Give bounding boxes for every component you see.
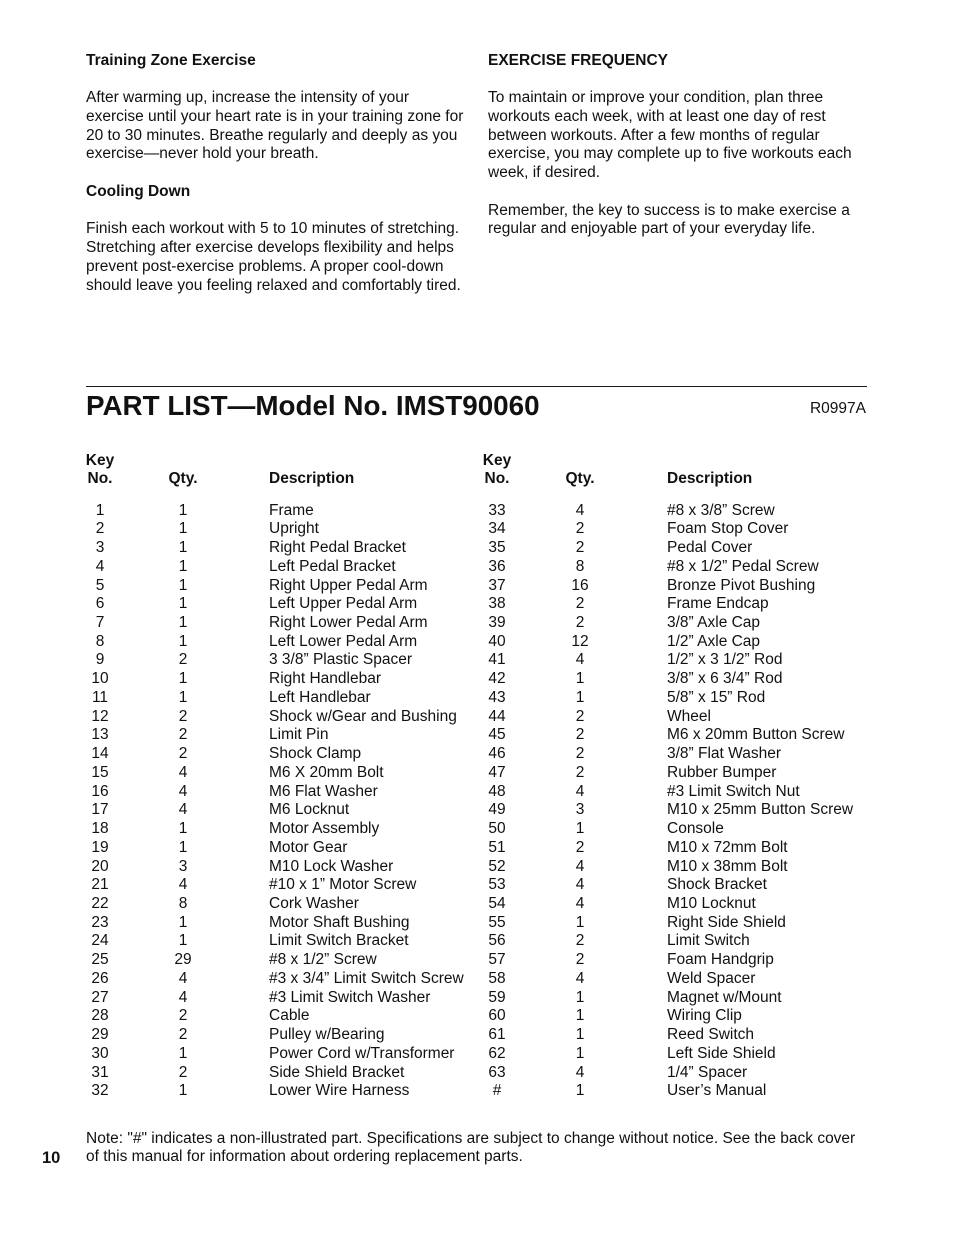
part-row — [0, 914, 954, 933]
part-description: M10 x 25mm Button Screw — [667, 801, 854, 819]
part-quantity: 2 — [178, 1026, 188, 1044]
part-quantity: 3 — [178, 857, 188, 875]
part-key-number: 48 — [488, 782, 506, 800]
part-key-number: 40 — [488, 632, 506, 650]
part-quantity: 2 — [575, 707, 585, 725]
part-key-number: 2 — [95, 520, 105, 538]
part-quantity: 8 — [178, 895, 188, 913]
part-quantity: 1 — [178, 688, 188, 706]
training-zone-heading: Training Zone Exercise — [86, 51, 256, 69]
part-row — [0, 689, 954, 708]
part-quantity: 1 — [178, 820, 188, 838]
part-row — [0, 726, 954, 745]
part-quantity: 1 — [575, 1044, 585, 1062]
part-quantity: 2 — [575, 726, 585, 744]
part-key-number: 56 — [488, 932, 506, 950]
text-line: To maintain or improve your condition, plan three — [488, 89, 824, 106]
exercise-frequency-paragraph — [488, 89, 888, 183]
part-quantity: 2 — [575, 838, 585, 856]
part-list-title: PART LIST—Model No. IMST90060 — [86, 390, 540, 421]
part-row — [0, 558, 954, 577]
text-line: After warming up, increase the intensity of your — [86, 89, 410, 106]
part-quantity: 1 — [575, 670, 585, 688]
part-quantity: 1 — [575, 1082, 585, 1100]
part-description: #8 x 1/2” Screw — [269, 951, 377, 969]
part-quantity: 2 — [575, 614, 585, 631]
part-description: M10 Locknut — [667, 895, 756, 913]
part-quantity: 29 — [174, 951, 192, 969]
part-description: M6 X 20mm Bolt — [269, 763, 384, 781]
part-description: Upright — [269, 520, 319, 538]
part-key-number: 20 — [91, 857, 109, 875]
part-quantity: 16 — [571, 576, 589, 594]
part-key-number: 17 — [91, 801, 109, 819]
part-quantity: 4 — [575, 876, 585, 894]
part-row — [0, 951, 954, 970]
part-key-number: 47 — [488, 763, 506, 781]
part-row — [0, 839, 954, 858]
part-description: Right Handlebar — [269, 670, 382, 688]
part-quantity: 1 — [178, 913, 188, 931]
part-key-number: 7 — [95, 614, 105, 631]
exercise-frequency-heading: EXERCISE FREQUENCY — [488, 51, 669, 69]
part-key-number: 46 — [488, 745, 506, 763]
part-quantity: 1 — [575, 913, 585, 931]
part-quantity: 1 — [575, 1007, 585, 1025]
part-description: Foam Stop Cover — [667, 520, 789, 538]
part-row — [0, 1064, 954, 1083]
part-row — [0, 595, 954, 614]
text-line: exercise until your heart rate is in your training zone for — [86, 107, 464, 125]
part-quantity: 1 — [178, 1044, 188, 1062]
part-description: Side Shield Bracket — [269, 1063, 405, 1081]
part-key-number: 38 — [488, 595, 506, 613]
part-row — [0, 895, 954, 914]
part-key-number: 51 — [488, 838, 506, 856]
part-description: Shock Bracket — [667, 876, 767, 894]
part-description: 1/2” Axle Cap — [667, 632, 761, 650]
part-quantity: 1 — [178, 614, 188, 631]
part-description: 3/8” Axle Cap — [667, 614, 761, 631]
part-key-number: 8 — [95, 632, 105, 650]
training-zone-paragraph — [86, 89, 478, 164]
part-quantity: 1 — [178, 632, 188, 650]
part-row — [0, 502, 954, 521]
part-description: Reed Switch — [667, 1026, 755, 1044]
part-row — [0, 1045, 954, 1064]
part-description: Rubber Bumper — [667, 763, 777, 781]
part-key-number: 35 — [488, 539, 506, 557]
part-key-number: 36 — [488, 557, 506, 575]
part-description: Motor Assembly — [269, 820, 380, 838]
part-key-number: 53 — [488, 876, 506, 894]
part-key-number: 1 — [95, 501, 105, 519]
part-quantity: 2 — [178, 1063, 188, 1081]
part-quantity: 4 — [178, 988, 188, 1006]
part-quantity: 4 — [178, 969, 188, 987]
part-description: Bronze Pivot Bushing — [667, 576, 816, 594]
part-key-number: 44 — [488, 707, 506, 725]
part-row — [0, 764, 954, 783]
part-description: Frame — [269, 501, 314, 519]
part-quantity: 4 — [178, 801, 188, 819]
part-list-right-table — [0, 502, 954, 1102]
part-key-number: 34 — [488, 520, 506, 538]
text-line: Finish each workout with 5 to 10 minutes of stretching. — [86, 220, 460, 238]
key-number-header-line2: No. — [484, 470, 510, 488]
part-key-number: # — [492, 1082, 502, 1100]
part-quantity: 2 — [575, 520, 585, 538]
part-description: Shock w/Gear and Bushing — [269, 707, 457, 725]
part-description: Foam Handgrip — [667, 951, 774, 969]
part-key-number: 6 — [95, 595, 105, 613]
part-key-number: 3 — [95, 539, 105, 557]
part-description: Power Cord w/Transformer — [269, 1044, 455, 1062]
part-key-number: 45 — [488, 726, 506, 744]
part-key-number: 61 — [488, 1026, 506, 1044]
part-quantity: 4 — [178, 763, 188, 781]
part-key-number: 57 — [488, 951, 506, 969]
part-row — [0, 670, 954, 689]
part-description: Weld Spacer — [667, 969, 756, 987]
part-description: 5/8” x 15” Rod — [667, 688, 766, 706]
part-key-number: 16 — [91, 782, 109, 800]
part-key-number: 41 — [488, 651, 506, 669]
part-description: Cable — [269, 1007, 310, 1025]
part-key-number: 9 — [95, 651, 105, 669]
quantity-header: Qty. — [565, 470, 595, 488]
part-quantity: 1 — [178, 932, 188, 950]
part-key-number: 42 — [488, 670, 506, 688]
part-description: Limit Switch — [667, 932, 750, 950]
part-quantity: 4 — [178, 782, 188, 800]
section-divider — [86, 386, 867, 387]
cooling-down-paragraph — [86, 220, 478, 295]
part-quantity: 2 — [575, 745, 585, 763]
part-description: M10 x 72mm Bolt — [667, 838, 788, 856]
part-row — [0, 651, 954, 670]
part-quantity: 4 — [575, 501, 585, 519]
text-line: 20 to 30 minutes. Breathe regularly and deeply as you — [86, 126, 458, 144]
part-quantity: 4 — [178, 876, 188, 894]
key-number-header-line1: Key — [482, 451, 512, 469]
part-key-number: 21 — [91, 876, 109, 894]
part-quantity: 1 — [178, 670, 188, 688]
part-description: Cork Washer — [269, 895, 359, 913]
part-quantity: 3 — [575, 801, 585, 819]
text-line: should leave you feeling relaxed and comfortably tired. — [86, 276, 461, 294]
part-key-number: 28 — [91, 1007, 109, 1025]
part-description: Limit Switch Bracket — [269, 932, 409, 950]
part-row — [0, 520, 954, 539]
part-key-number: 11 — [91, 688, 109, 706]
part-key-number: 32 — [91, 1082, 109, 1100]
part-description: 3 3/8” Plastic Spacer — [269, 651, 413, 669]
part-quantity: 8 — [575, 557, 585, 575]
part-quantity: 4 — [575, 782, 585, 800]
part-key-number: 22 — [91, 895, 109, 913]
part-quantity: 4 — [575, 969, 585, 987]
part-key-number: 14 — [91, 745, 109, 763]
part-quantity: 1 — [178, 501, 188, 519]
part-description: #3 Limit Switch Washer — [269, 988, 431, 1006]
part-quantity: 2 — [178, 707, 188, 725]
part-key-number: 54 — [488, 895, 506, 913]
part-key-number: 52 — [488, 857, 506, 875]
part-row — [0, 820, 954, 839]
part-row — [0, 708, 954, 727]
part-key-number: 30 — [91, 1044, 109, 1062]
part-quantity: 1 — [575, 820, 585, 838]
exercise-reminder-paragraph — [488, 202, 888, 240]
part-description: Right Lower Pedal Arm — [269, 614, 428, 631]
part-key-number: 25 — [91, 951, 109, 969]
part-key-number: 50 — [488, 820, 506, 838]
part-key-number: 29 — [91, 1026, 109, 1044]
part-key-number: 39 — [488, 614, 506, 631]
part-description: Left Handlebar — [269, 688, 371, 706]
part-quantity: 2 — [178, 651, 188, 669]
part-description: M6 x 20mm Button Screw — [667, 726, 845, 744]
part-description: #3 x 3/4” Limit Switch Screw — [269, 969, 464, 987]
part-description: Pulley w/Bearing — [269, 1026, 385, 1044]
text-line: between workouts. After a few months of regular — [488, 126, 820, 144]
key-number-header-line1: Key — [85, 451, 115, 469]
part-quantity: 4 — [575, 651, 585, 669]
part-description: User’s Manual — [667, 1082, 767, 1100]
part-description: #10 x 1” Motor Screw — [269, 876, 417, 894]
part-description: Wheel — [667, 707, 711, 725]
part-key-number: 26 — [91, 969, 109, 987]
part-quantity: 4 — [575, 1063, 585, 1081]
part-quantity: 2 — [178, 726, 188, 744]
part-description: Shock Clamp — [269, 745, 362, 763]
text-line: workouts each week, with at least one day of rest — [488, 107, 826, 125]
part-description: Magnet w/Mount — [667, 988, 782, 1006]
part-row — [0, 932, 954, 951]
quantity-header: Qty. — [168, 470, 198, 488]
part-key-number: 31 — [91, 1063, 109, 1081]
part-key-number: 60 — [488, 1007, 506, 1025]
part-key-number: 23 — [91, 913, 109, 931]
part-quantity: 1 — [575, 1026, 585, 1044]
text-line: Note: "#" indicates a non-illustrated part. Specifications are subject to change without notice. See the back cover — [86, 1129, 856, 1147]
part-list-header — [0, 452, 954, 490]
part-description: M10 Lock Washer — [269, 857, 394, 875]
part-key-number: 58 — [488, 969, 506, 987]
part-description: #8 x 1/2” Pedal Screw — [667, 557, 819, 575]
part-description: 3/8” x 6 3/4” Rod — [667, 670, 783, 688]
part-row — [0, 783, 954, 802]
left-column — [86, 52, 478, 315]
part-row — [0, 577, 954, 596]
text-line: exercise—never hold your breath. — [86, 145, 319, 163]
part-key-number: 63 — [488, 1063, 506, 1081]
part-description: Lower Wire Harness — [269, 1082, 410, 1100]
text-line: Remember, the key to success is to make exercise a — [488, 201, 850, 219]
part-list-revision-code: R0997A — [809, 399, 866, 417]
part-description: Limit Pin — [269, 726, 329, 744]
part-description: M6 Locknut — [269, 801, 350, 819]
part-description: Wiring Clip — [667, 1007, 742, 1025]
page-number: 10 — [42, 1148, 61, 1167]
part-key-number: 4 — [95, 557, 105, 575]
part-key-number: 13 — [91, 726, 109, 744]
part-key-number: 19 — [91, 838, 109, 856]
footnote — [86, 1130, 886, 1168]
part-row — [0, 970, 954, 989]
part-quantity: 1 — [178, 838, 188, 856]
part-description: M10 x 38mm Bolt — [667, 857, 788, 875]
part-description: Motor Shaft Bushing — [269, 913, 410, 931]
part-quantity: 2 — [178, 1007, 188, 1025]
part-key-number: 15 — [91, 763, 109, 781]
part-quantity: 1 — [178, 539, 188, 557]
part-description: Left Lower Pedal Arm — [269, 632, 418, 650]
text-line: exercise, you may complete up to five workouts each — [488, 145, 852, 163]
part-row — [0, 614, 954, 633]
part-quantity: 12 — [571, 632, 589, 650]
part-row — [0, 801, 954, 820]
part-description: #3 Limit Switch Nut — [667, 782, 800, 800]
part-key-number: 62 — [488, 1044, 506, 1062]
part-quantity: 4 — [575, 895, 585, 913]
text-line: week, if desired. — [488, 164, 600, 181]
part-row — [0, 989, 954, 1008]
part-quantity: 1 — [178, 1082, 188, 1100]
part-key-number: 43 — [488, 688, 506, 706]
cooling-down-heading: Cooling Down — [86, 182, 191, 200]
part-key-number: 10 — [91, 670, 109, 688]
part-quantity: 2 — [178, 745, 188, 763]
text-line: Stretching after exercise develops flexibility and helps — [86, 239, 454, 256]
part-quantity: 1 — [178, 520, 188, 538]
part-key-number: 37 — [488, 576, 506, 594]
part-key-number: 12 — [91, 707, 109, 725]
part-quantity: 2 — [575, 932, 585, 950]
part-quantity: 4 — [575, 857, 585, 875]
part-key-number: 18 — [91, 820, 109, 838]
part-row — [0, 745, 954, 764]
part-description: 3/8” Flat Washer — [667, 745, 781, 763]
part-description: 1/4” Spacer — [667, 1063, 748, 1081]
part-description: Left Upper Pedal Arm — [269, 595, 418, 613]
part-description: #8 x 3/8” Screw — [667, 501, 775, 519]
part-description: Left Pedal Bracket — [269, 557, 396, 575]
part-description: Console — [667, 820, 724, 838]
key-number-header-line2: No. — [87, 470, 113, 488]
part-quantity: 2 — [575, 539, 585, 557]
part-row — [0, 633, 954, 652]
description-header: Description — [667, 470, 753, 488]
part-quantity: 1 — [575, 988, 585, 1006]
part-row — [0, 1026, 954, 1045]
part-row — [0, 1007, 954, 1026]
text-line: regular and enjoyable part of your everyday life. — [488, 220, 816, 238]
part-description: Left Side Shield — [667, 1044, 776, 1062]
part-key-number: 55 — [488, 913, 506, 931]
part-quantity: 1 — [178, 557, 188, 575]
part-description: 1/2” x 3 1/2” Rod — [667, 651, 783, 669]
part-quantity: 1 — [178, 576, 188, 594]
part-quantity: 2 — [575, 595, 585, 613]
part-key-number: 49 — [488, 801, 506, 819]
part-row — [0, 539, 954, 558]
part-description: M6 Flat Washer — [269, 782, 378, 800]
text-line: prevent post-exercise problems. A proper cool-down — [86, 257, 444, 275]
part-row — [0, 876, 954, 895]
part-quantity: 1 — [575, 688, 585, 706]
part-quantity: 2 — [575, 763, 585, 781]
part-key-number: 27 — [91, 988, 109, 1006]
part-description: Motor Gear — [269, 838, 348, 856]
part-row — [0, 858, 954, 877]
part-description: Right Side Shield — [667, 913, 786, 931]
part-quantity: 2 — [575, 951, 585, 969]
part-row — [0, 1082, 954, 1101]
part-description: Right Pedal Bracket — [269, 539, 406, 557]
part-description: Pedal Cover — [667, 539, 753, 557]
part-key-number: 59 — [488, 988, 506, 1006]
part-key-number: 24 — [91, 932, 109, 950]
part-description: Right Upper Pedal Arm — [269, 576, 428, 594]
part-key-number: 33 — [488, 501, 506, 519]
text-line: of this manual for information about ordering replacement parts. — [86, 1148, 523, 1166]
right-column — [488, 52, 888, 258]
description-header: Description — [269, 470, 355, 488]
part-key-number: 5 — [95, 576, 105, 594]
part-description: Frame Endcap — [667, 595, 769, 613]
part-quantity: 1 — [178, 595, 188, 613]
